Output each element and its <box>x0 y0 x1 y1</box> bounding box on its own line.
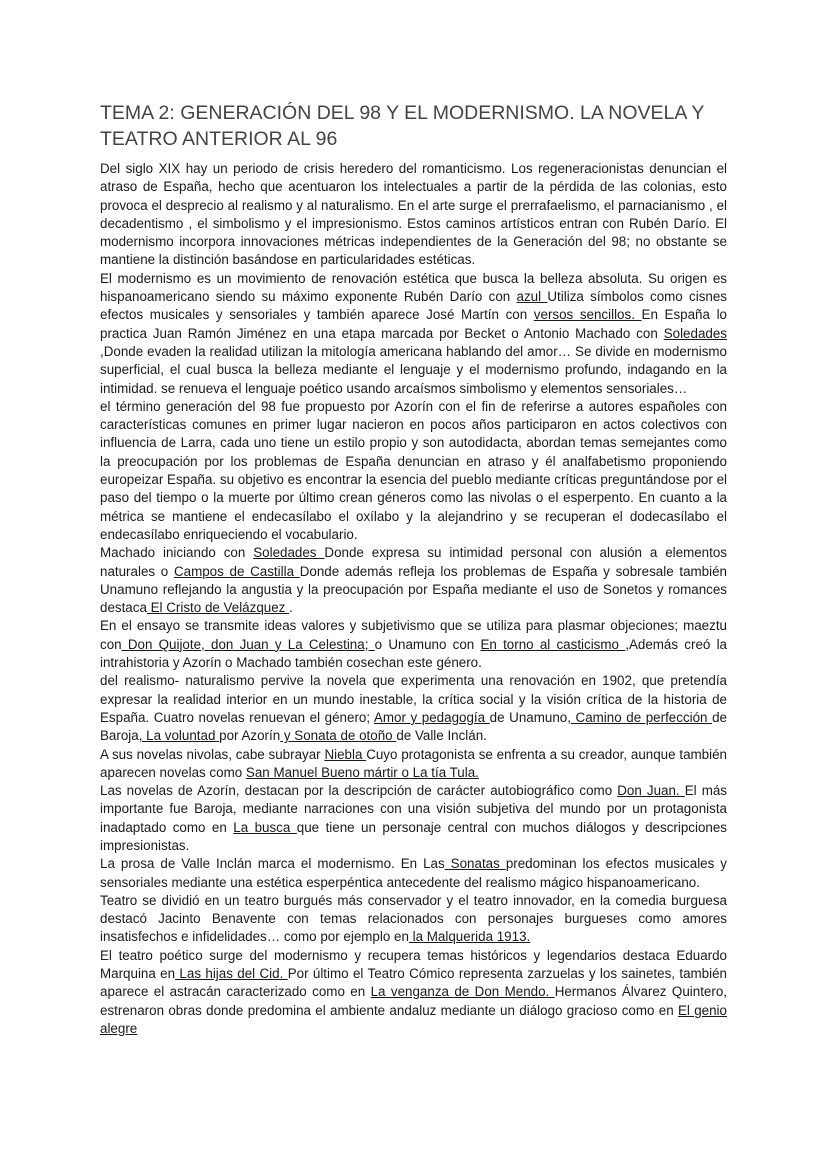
paragraph <box>100 672 727 745</box>
work-title-underlined: Don Juan. <box>617 783 685 799</box>
work-title-underlined: Soledades <box>663 325 727 341</box>
paragraph-text: Del siglo XIX hay un periodo de crisis heredero del romanticismo. Los regeneracionistas denuncian el atraso de España, hecho que acentuaron los intelectuales a partir de la pérdida de las colonias, esto provoca el desprecio al realismo y al naturalismo. En el arte surge el prerrafaelismo, el parnacianismo , el decadentismo , el simbolismo y el impresionismo. Estos caminos artísticos entran con Rubén Darío. El modernismo incorpora innovaciones métricas independientes de la Generación del 98; no obstante se mantiene la distinción basándose en particularidades estéticas. <box>100 161 727 268</box>
work-title-underlined: Campos de Castilla <box>173 563 300 579</box>
paragraph-text: de Unamuno, <box>489 709 571 725</box>
work-title-underlined: En torno al casticismo <box>480 636 626 652</box>
work-title-underlined: El Cristo de Velázquez <box>146 600 290 616</box>
work-title-underlined: Don Quijote, don Juan y La Celestina; <box>121 636 375 652</box>
work-title-underlined: Amor y pedagogía <box>373 709 490 725</box>
paragraph <box>100 782 727 855</box>
paragraph-text: predominan los efectos musicales y sensoriales mediante una estética esperpéntica antecedente del realismo mágico hispanoamericano. <box>100 856 728 890</box>
paragraph-text: el término generación del 98 fue propuesto por Azorín con el fin de referirse a autores españoles con características comunes en primer lugar nacieron en pocos años participaron en actos colectivos con influencia de Larra, cada uno tiene un estilo propio y son autodidacta, abordan temas semejantes como la preocupación por los problemas de España denuncian en atraso y él analfabetismo proponiendo europeizar España. su objetivo es encontrar la esencia del pueblo mediante críticas preguntándose por el paso del tiempo o la muerte por último crean géneros como las nivolas o el esperpento. En cuanto a la métrica se mantiene el endecasílabo el oxílabo y la alejandrino y se recuperan el dodecasílabo el endecasílabo enriqueciendo el vocabulario. <box>100 398 727 542</box>
paragraph-text: Utiliza símbolos como cisnes efectos musicales y sensoriales y también aparece José Martín con <box>100 289 727 323</box>
work-title-underlined: , La voluntad <box>138 728 220 744</box>
work-title-underlined: La venganza de Don Mendo. <box>370 984 555 1000</box>
work-title-underlined: la Malquerida 1913. <box>408 929 531 945</box>
paragraph-text: En España lo practica Juan Ramón Jiménez en una etapa marcada por Becket o Antonio Machado con <box>100 307 727 341</box>
paragraph-text: El teatro poético surge del modernismo y recupera temas históricos y legendarios destaca Eduardo Marquina en <box>100 947 727 982</box>
work-title-underlined: Camino de perfección <box>570 709 713 725</box>
work-title-underlined: azul <box>516 289 548 305</box>
paragraph-text: ,Además creó la intrahistoria y Azorín o Machado también cosechan este género. <box>100 636 727 671</box>
paragraph-text: por Azorín <box>219 728 281 744</box>
paragraph <box>100 160 727 270</box>
paragraph-text: de Valle Inclán. <box>396 728 487 744</box>
paragraph-text: ,Donde evaden la realidad utilizan la mitología americana hablando del amor… Se divide en modernismo superficial, el cual busca la belleza mediante el lenguaje y el modernismo profundo, indagando en la intimidad. se renueva el lenguaje poético usando arcaísmos simbolismo y elementos sensoriales… <box>100 343 727 396</box>
paragraph-text: Donde además refleja los problemas de España y sobresale también Unamuno reflejando la angustia y la preocupación por España mediante el uso de Sonetos y romances destaca <box>100 563 727 616</box>
work-title-underlined: Soledades <box>253 545 325 561</box>
work-title-underlined: San Manuel Bueno mártir o La tía Tula. <box>245 764 479 780</box>
paragraph <box>100 892 727 947</box>
paragraph <box>100 746 727 783</box>
paragraph-text: Las novelas de Azorín, destacan por la descripción de carácter autobiográfico como <box>100 783 618 799</box>
work-title-underlined: El genio alegre <box>100 1002 727 1036</box>
work-title-underlined: La busca <box>233 819 297 835</box>
paragraph-text: que tiene un personaje central con muchos diálogos y descripciones impresionistas. <box>100 819 727 853</box>
work-title-underlined: versos sencillos. <box>533 307 642 323</box>
work-title-underlined: y Sonata de otoño <box>280 728 397 744</box>
paragraph-text: Por último el Teatro Cómico representa zarzuelas y los sainetes, también aparece el astracán caracterizado como en <box>100 966 727 1000</box>
page-title: TEMA 2: GENERACIÓN DEL 98 Y EL MODERNISMO. LA NOVELA Y TEATRO ANTERIOR AL 96 <box>100 102 704 150</box>
paragraph-text: Cuyo protagonista se enfrenta a su creador, aunque también aparecen novelas como <box>100 746 727 780</box>
paragraph <box>100 617 727 672</box>
paragraph-text: En el ensayo se transmite ideas valores y subjetivismo que se utiliza para plasmar objeciones; maeztu con <box>100 618 727 652</box>
document-body <box>100 160 727 1038</box>
paragraph <box>100 270 727 398</box>
work-title-underlined: Las hijas del Cid. <box>175 966 288 982</box>
paragraph <box>100 398 727 544</box>
paragraph-text: del realismo- naturalismo pervive la novela que experimenta una renovación en 1902, que pretendía expresar la realidad interior en un mundo inestable, la crítica social y la visión crítica de la historia de España. Cuatro novelas renuevan el género; <box>100 673 727 725</box>
paragraph-text: La prosa de Valle Inclán marca el modernismo. En Las <box>100 856 445 872</box>
paragraph <box>100 855 727 892</box>
paragraph-text: o Unamuno con <box>374 636 481 652</box>
paragraph <box>100 544 727 617</box>
paragraph-text: Hermanos Álvarez Quintero, estrenaron obras donde predomina el ambiente andaluz mediante un diálogo gracioso como en <box>100 984 727 1018</box>
paragraph-text: de Baroja <box>100 709 727 744</box>
work-title-underlined: Niebla <box>324 746 367 762</box>
paragraph-text: Machado iniciando con <box>100 545 254 561</box>
work-title-underlined: Sonatas <box>444 856 506 872</box>
paragraph-text: Teatro se dividió en un teatro burgués más conservador y el teatro innovador, en la comedia burguesa destacó Jacinto Benavente con temas relacionados con personajes burgueses como amores insatisfechos e infidelidades… como por ejemplo en <box>100 892 727 945</box>
paragraph-text: . <box>289 600 293 616</box>
paragraph-text: Donde expresa su intimidad personal con alusión a elementos naturales o <box>100 545 727 579</box>
paragraph <box>100 947 727 1038</box>
paragraph-text: El modernismo es un movimiento de renovación estética que busca la belleza absoluta. Su origen es hispanoamericano siendo su máximo exponente Rubén Darío con <box>100 270 727 305</box>
paragraph-text: El más importante fue Baroja, mediante narraciones con una visión subjetiva del mundo por un protagonista inadaptado como en <box>100 783 727 835</box>
paragraph-text: A sus novelas nivolas, cabe subrayar <box>100 746 325 762</box>
